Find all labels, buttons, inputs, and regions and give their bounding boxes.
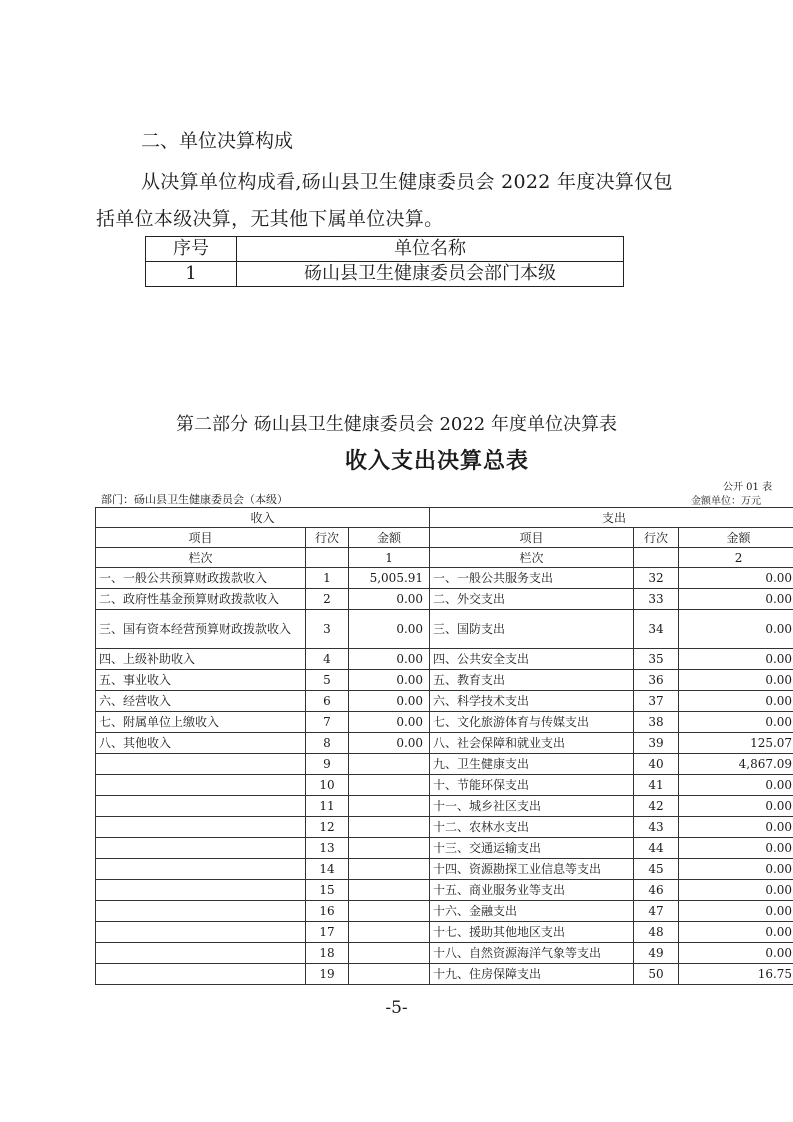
paragraph-line-2: 括单位本级决算，无其他下属单位决算。 <box>96 208 444 230</box>
expense-item: 四、公共安全支出 <box>430 649 634 670</box>
income-line: 2 <box>306 589 349 610</box>
income-line: 9 <box>306 754 349 775</box>
income-item <box>96 943 306 964</box>
expense-amount: 0.00 <box>679 796 793 817</box>
expense-item: 六、科学技术支出 <box>430 691 634 712</box>
income-amount: 0.00 <box>349 691 430 712</box>
table-row <box>96 754 793 775</box>
expense-item: 八、社会保障和就业支出 <box>430 733 634 754</box>
income-amount <box>349 901 430 922</box>
header-seq: 序号 <box>146 237 237 262</box>
income-item: 七、附属单位上缴收入 <box>96 712 306 733</box>
income-item <box>96 922 306 943</box>
expense-amount: 0.00 <box>679 589 793 610</box>
income-line: 15 <box>306 880 349 901</box>
income-line: 13 <box>306 838 349 859</box>
table-row <box>96 943 793 964</box>
table-row <box>96 589 793 610</box>
income-line: 10 <box>306 775 349 796</box>
income-line: 11 <box>306 796 349 817</box>
income-item: 四、上级补助收入 <box>96 649 306 670</box>
expense-line: 34 <box>634 610 679 649</box>
income-line: 3 <box>306 610 349 649</box>
table-row <box>96 922 793 943</box>
expense-item: 二、外交支出 <box>430 589 634 610</box>
income-line: 17 <box>306 922 349 943</box>
table-row <box>96 775 793 796</box>
income-line: 6 <box>306 691 349 712</box>
income-line: 19 <box>306 964 349 985</box>
table-row <box>96 817 793 838</box>
col-header: 行次 <box>634 528 679 548</box>
expense-item: 十三、交通运输支出 <box>430 838 634 859</box>
expense-line: 48 <box>634 922 679 943</box>
section-heading: 二、单位决算构成 <box>141 130 294 152</box>
expense-line: 33 <box>634 589 679 610</box>
income-amount: 0.00 <box>349 610 430 649</box>
income-header: 收入 <box>96 508 430 528</box>
income-line: 8 <box>306 733 349 754</box>
income-item <box>96 901 306 922</box>
col-header: 金额 <box>679 528 793 548</box>
col-header: 项目 <box>96 528 306 548</box>
table-row <box>96 901 793 922</box>
expense-amount: 16.75 <box>679 964 793 985</box>
expense-line: 37 <box>634 691 679 712</box>
expense-amount: 0.00 <box>679 880 793 901</box>
table-row <box>96 733 793 754</box>
paragraph-line-1: 从决算单位构成看,砀山县卫生健康委员会 2022 年度决算仅包 <box>141 171 673 193</box>
expense-amount: 0.00 <box>679 922 793 943</box>
col-header: 项目 <box>430 528 634 548</box>
expense-line: 45 <box>634 859 679 880</box>
expense-line: 42 <box>634 796 679 817</box>
expense-amount: 0.00 <box>679 610 793 649</box>
income-amount <box>349 754 430 775</box>
expense-amount: 0.00 <box>679 817 793 838</box>
table-title: 收入支出决算总表 <box>345 448 530 474</box>
page-number: -5- <box>385 998 408 1018</box>
amount-unit-label: 金额单位：万元 <box>691 496 761 507</box>
expense-line: 44 <box>634 838 679 859</box>
income-item <box>96 775 306 796</box>
income-amount: 0.00 <box>349 733 430 754</box>
table-row <box>96 649 793 670</box>
cell-seq: 1 <box>146 262 237 287</box>
income-item <box>96 838 306 859</box>
income-line: 18 <box>306 943 349 964</box>
expense-item: 十八、自然资源海洋气象等支出 <box>430 943 634 964</box>
expense-line: 36 <box>634 670 679 691</box>
form-number: 公开 01 表 <box>723 482 773 493</box>
income-line: 1 <box>306 568 349 589</box>
income-amount <box>349 922 430 943</box>
expense-line: 35 <box>634 649 679 670</box>
income-amount: 0.00 <box>349 649 430 670</box>
expense-line: 49 <box>634 943 679 964</box>
income-amount: 5,005.91 <box>349 568 430 589</box>
table-row <box>96 610 793 649</box>
expense-amount: 0.00 <box>679 901 793 922</box>
income-amount <box>349 817 430 838</box>
table-row <box>96 670 793 691</box>
income-item: 八、其他收入 <box>96 733 306 754</box>
part-title: 第二部分 砀山县卫生健康委员会 2022 年度单位决算表 <box>176 414 617 435</box>
income-item: 六、经营收入 <box>96 691 306 712</box>
table-row <box>96 796 793 817</box>
income-item <box>96 880 306 901</box>
income-amount <box>349 796 430 817</box>
col-index: 1 <box>349 548 430 568</box>
income-item <box>96 964 306 985</box>
column-index-row <box>96 548 793 568</box>
income-amount <box>349 859 430 880</box>
expense-item: 十九、住房保障支出 <box>430 964 634 985</box>
unit-table-row <box>146 262 624 287</box>
income-line: 12 <box>306 817 349 838</box>
table-row <box>96 838 793 859</box>
income-amount: 0.00 <box>349 670 430 691</box>
header-unit-name: 单位名称 <box>237 237 624 262</box>
expense-item: 十、节能环保支出 <box>430 775 634 796</box>
col-header: 行次 <box>306 528 349 548</box>
table-row <box>96 859 793 880</box>
income-amount <box>349 964 430 985</box>
income-item: 二、政府性基金预算财政拨款收入 <box>96 589 306 610</box>
expense-item: 五、教育支出 <box>430 670 634 691</box>
table-row <box>96 964 793 985</box>
expense-item: 十六、金融支出 <box>430 901 634 922</box>
expense-item: 十五、商业服务业等支出 <box>430 880 634 901</box>
expense-item: 十二、农林水支出 <box>430 817 634 838</box>
expense-amount: 0.00 <box>679 943 793 964</box>
expense-item: 十七、援助其他地区支出 <box>430 922 634 943</box>
expense-amount: 0.00 <box>679 691 793 712</box>
income-amount: 0.00 <box>349 589 430 610</box>
expense-line: 40 <box>634 754 679 775</box>
expense-amount: 4,867.09 <box>679 754 793 775</box>
expense-line: 32 <box>634 568 679 589</box>
expense-header: 支出 <box>430 508 793 528</box>
income-item: 五、事业收入 <box>96 670 306 691</box>
expense-amount: 0.00 <box>679 775 793 796</box>
table-row <box>96 568 793 589</box>
expense-line: 39 <box>634 733 679 754</box>
expense-amount: 0.00 <box>679 670 793 691</box>
unit-table <box>145 236 624 287</box>
expense-line: 43 <box>634 817 679 838</box>
income-item <box>96 817 306 838</box>
col-index: 栏次 <box>430 548 634 568</box>
expense-item: 七、文化旅游体育与传媒支出 <box>430 712 634 733</box>
expense-amount: 0.00 <box>679 649 793 670</box>
income-item: 一、一般公共预算财政拨款收入 <box>96 568 306 589</box>
income-line: 7 <box>306 712 349 733</box>
expense-line: 46 <box>634 880 679 901</box>
col-index: 栏次 <box>96 548 306 568</box>
table-row <box>96 691 793 712</box>
expense-line: 47 <box>634 901 679 922</box>
income-amount: 0.00 <box>349 712 430 733</box>
expense-line: 50 <box>634 964 679 985</box>
expense-item: 九、卫生健康支出 <box>430 754 634 775</box>
col-index <box>306 548 349 568</box>
income-line: 5 <box>306 670 349 691</box>
expense-amount: 0.00 <box>679 712 793 733</box>
col-index <box>634 548 679 568</box>
income-item: 三、国有资本经营预算财政拨款收入 <box>96 610 306 649</box>
income-item <box>96 796 306 817</box>
table-row <box>96 712 793 733</box>
income-item <box>96 754 306 775</box>
expense-item: 三、国防支出 <box>430 610 634 649</box>
department-label: 部门：砀山县卫生健康委员会（本级） <box>101 493 288 506</box>
income-amount <box>349 943 430 964</box>
column-header-row <box>96 528 793 548</box>
income-line: 14 <box>306 859 349 880</box>
income-amount <box>349 880 430 901</box>
expense-amount: 0.00 <box>679 859 793 880</box>
income-expense-table <box>95 507 793 985</box>
section-header-row <box>96 508 793 528</box>
expense-line: 41 <box>634 775 679 796</box>
expense-item: 十一、城乡社区支出 <box>430 796 634 817</box>
income-amount <box>349 838 430 859</box>
expense-item: 十四、资源勘探工业信息等支出 <box>430 859 634 880</box>
table-row <box>96 880 793 901</box>
income-item <box>96 859 306 880</box>
expense-amount: 125.07 <box>679 733 793 754</box>
expense-amount: 0.00 <box>679 568 793 589</box>
expense-amount: 0.00 <box>679 838 793 859</box>
income-line: 4 <box>306 649 349 670</box>
expense-item: 一、一般公共服务支出 <box>430 568 634 589</box>
income-line: 16 <box>306 901 349 922</box>
cell-unit-name: 砀山县卫生健康委员会部门本级 <box>237 262 624 287</box>
income-amount <box>349 775 430 796</box>
col-header: 金额 <box>349 528 430 548</box>
col-index: 2 <box>679 548 793 568</box>
expense-line: 38 <box>634 712 679 733</box>
unit-table-header <box>146 237 624 262</box>
